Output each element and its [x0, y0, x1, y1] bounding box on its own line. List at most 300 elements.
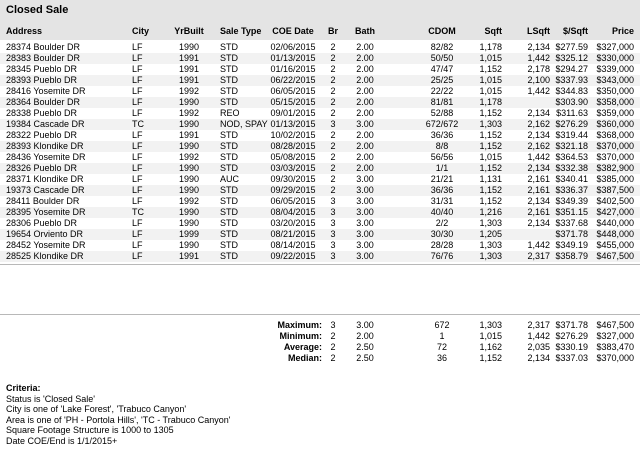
cell-cdom: 82/82 [430, 42, 454, 52]
cell-coe-date: 01/13/2015 [270, 119, 316, 129]
table-divider [0, 264, 640, 265]
cell-city: LF [132, 229, 143, 239]
cell-cdom: 2/2 [435, 218, 449, 228]
cell-price-per-sqft: $364.53 [555, 152, 588, 162]
cell-sqft: 1,015 [479, 86, 502, 96]
cell-saletype: STD [220, 64, 238, 74]
cell-br: 3 [330, 240, 336, 250]
table-row [0, 185, 640, 196]
cell-price: $327,000 [596, 42, 634, 52]
cell-price: $440,000 [596, 218, 634, 228]
cell-sqft: 1,131 [479, 174, 502, 184]
cell-city: TC [132, 207, 144, 217]
cell-cdom: 1/1 [435, 163, 449, 173]
cell-sqft: 1,152 [479, 196, 502, 206]
cell-lsqft: 2,161 [527, 174, 550, 184]
cell-city: LF [132, 251, 143, 261]
cell-price-per-sqft: $276.29 [555, 119, 588, 129]
cell-yrbuilt: 1990 [178, 42, 200, 52]
header-price: Price [611, 26, 634, 36]
cell-br: 2 [330, 42, 336, 52]
cell-bath: 3.00 [356, 240, 374, 250]
cell-yrbuilt: 1990 [178, 141, 200, 151]
cell-address: 28452 Yosemite DR [6, 240, 86, 250]
cell-price-per-sqft: $277.59 [555, 42, 588, 52]
cell-price-per-sqft: $358.79 [555, 251, 588, 261]
cell-city: LF [132, 163, 143, 173]
cell-bath: 3.00 [356, 119, 374, 129]
cell-address: 19373 Cascade DR [6, 185, 85, 195]
criteria-line: Square Footage Structure is 1000 to 1305 [6, 425, 174, 436]
stat-price-per-sqft: $371.78 [555, 320, 588, 330]
cell-yrbuilt: 1990 [178, 119, 200, 129]
cell-coe-date: 02/06/2015 [270, 42, 316, 52]
cell-saletype: STD [220, 229, 238, 239]
stat-bath: 3.00 [356, 320, 374, 330]
cell-bath: 3.00 [356, 196, 374, 206]
header-address: Address [6, 26, 43, 36]
cell-br: 2 [330, 130, 336, 140]
cell-sqft: 1,303 [479, 218, 502, 228]
criteria-line: Area is one of 'PH - Portola Hills', 'TC - Trabuco Canyon' [6, 414, 231, 425]
cell-address: 28306 Pueblo DR [6, 218, 78, 228]
cell-yrbuilt: 1991 [178, 53, 200, 63]
cell-saletype: STD [220, 152, 238, 162]
stat-br: 2 [330, 353, 336, 363]
header-br: Br [327, 26, 338, 36]
stat-price-per-sqft: $330.19 [555, 342, 588, 352]
cell-city: LF [132, 108, 143, 118]
cell-lsqft: 1,442 [527, 152, 550, 162]
cell-br: 3 [330, 229, 336, 239]
cell-price: $330,000 [596, 53, 634, 63]
cell-br: 2 [330, 97, 336, 107]
cell-price: $358,000 [596, 97, 634, 107]
cell-coe-date: 10/02/2015 [270, 130, 316, 140]
cell-saletype: AUC [220, 174, 240, 184]
cell-sqft: 1,015 [479, 53, 502, 63]
cell-address: 28322 Pueblo DR [6, 130, 78, 140]
cell-coe-date: 09/29/2015 [270, 185, 316, 195]
cell-address: 19654 Orviento DR [6, 229, 84, 239]
cell-coe-date: 08/28/2015 [270, 141, 316, 151]
cell-yrbuilt: 1991 [178, 64, 200, 74]
stat-sqft: 1,152 [479, 353, 502, 363]
stat-bath: 2.00 [356, 331, 374, 341]
stats-divider [0, 314, 640, 315]
cell-bath: 3.00 [356, 251, 374, 261]
cell-price-per-sqft: $337.93 [555, 75, 588, 85]
criteria-line: Status is 'Closed Sale' [6, 393, 95, 404]
cell-lsqft: 2,162 [527, 119, 550, 129]
cell-price: $387,500 [596, 185, 634, 195]
cell-bath: 2.00 [356, 141, 374, 151]
cell-sqft: 1,303 [479, 251, 502, 261]
cell-cdom: 22/22 [430, 86, 454, 96]
cell-price: $467,500 [596, 251, 634, 261]
table-row [0, 229, 640, 240]
cell-bath: 3.00 [356, 185, 374, 195]
header-city: City [132, 26, 150, 36]
cell-saletype: STD [220, 141, 238, 151]
cell-lsqft: 2,161 [527, 185, 550, 195]
header-yrbuilt: YrBuilt [174, 26, 204, 36]
cell-address: 28364 Boulder DR [6, 97, 81, 107]
cell-price-per-sqft: $332.38 [555, 163, 588, 173]
cell-price-per-sqft: $371.78 [555, 229, 588, 239]
stat-cdom: 72 [436, 342, 447, 352]
cell-coe-date: 01/13/2015 [270, 53, 316, 63]
cell-sqft: 1,178 [479, 42, 502, 52]
cell-address: 28393 Klondike DR [6, 141, 84, 151]
cell-br: 2 [330, 152, 336, 162]
cell-price: $370,000 [596, 152, 634, 162]
cell-address: 28416 Yosemite DR [6, 86, 86, 96]
cell-bath: 2.00 [356, 53, 374, 63]
criteria-line: City is one of 'Lake Forest', 'Trabuco Canyon' [6, 404, 187, 415]
cell-cdom: 672/672 [425, 119, 459, 129]
cell-price-per-sqft: $336.37 [555, 185, 588, 195]
cell-br: 2 [330, 141, 336, 151]
cell-br: 2 [330, 163, 336, 173]
cell-bath: 2.00 [356, 152, 374, 162]
criteria-title: Criteria: [6, 383, 41, 393]
cell-city: LF [132, 141, 143, 151]
stat-price-per-sqft: $276.29 [555, 331, 588, 341]
stat-row [0, 331, 640, 342]
stat-br: 2 [330, 331, 336, 341]
cell-br: 2 [330, 64, 336, 74]
cell-bath: 3.00 [356, 174, 374, 184]
cell-cdom: 25/25 [430, 75, 454, 85]
header-sqft: Sqft [484, 26, 502, 36]
cell-yrbuilt: 1990 [178, 163, 200, 173]
cell-br: 2 [330, 86, 336, 96]
cell-price-per-sqft: $294.27 [555, 64, 588, 74]
table-row [0, 130, 640, 141]
stat-bath: 2.50 [356, 342, 374, 352]
table-row [0, 207, 640, 218]
cell-yrbuilt: 1990 [178, 97, 200, 107]
cell-price: $370,000 [596, 141, 634, 151]
cell-city: LF [132, 97, 143, 107]
header-bath: Bath [355, 26, 375, 36]
cell-saletype: STD [220, 97, 238, 107]
cell-city: TC [132, 119, 144, 129]
cell-saletype: STD [220, 86, 238, 96]
cell-br: 2 [330, 53, 336, 63]
stat-br: 3 [330, 320, 336, 330]
cell-price: $427,000 [596, 207, 634, 217]
cell-sqft: 1,152 [479, 163, 502, 173]
stat-price: $467,500 [596, 320, 634, 330]
cell-address: 28411 Boulder DR [6, 196, 80, 206]
cell-address: 28436 Yosemite DR [6, 152, 86, 162]
cell-price-per-sqft: $321.18 [555, 141, 588, 151]
cell-price: $402,500 [596, 196, 634, 206]
stat-lsqft: 1,442 [527, 331, 550, 341]
cell-city: LF [132, 240, 143, 250]
stat-lsqft: 2,035 [527, 342, 550, 352]
cell-coe-date: 06/22/2015 [270, 75, 316, 85]
cell-saletype: STD [220, 53, 238, 63]
cell-coe-date: 01/16/2015 [270, 64, 316, 74]
table-row [0, 218, 640, 229]
cell-city: LF [132, 75, 143, 85]
cell-coe-date: 06/05/2015 [270, 196, 316, 206]
cell-bath: 2.00 [356, 97, 374, 107]
stat-label: Maximum: [277, 320, 322, 330]
cell-address: 19384 Cascade DR [6, 119, 85, 129]
table-row [0, 86, 640, 97]
cell-coe-date: 03/03/2015 [270, 163, 316, 173]
cell-cdom: 52/88 [430, 108, 454, 118]
cell-sqft: 1,152 [479, 130, 502, 140]
cell-saletype: STD [220, 218, 238, 228]
cell-city: LF [132, 218, 143, 228]
cell-saletype: STD [220, 240, 238, 250]
cell-sqft: 1,303 [479, 119, 502, 129]
stat-price: $370,000 [596, 353, 634, 363]
cell-city: LF [132, 196, 143, 206]
cell-city: LF [132, 174, 143, 184]
table-row [0, 251, 640, 262]
cell-price-per-sqft: $337.68 [555, 218, 588, 228]
cell-yrbuilt: 1990 [178, 218, 200, 228]
cell-coe-date: 08/21/2015 [270, 229, 316, 239]
cell-lsqft: 1,442 [527, 53, 550, 63]
table-row [0, 108, 640, 119]
cell-lsqft: 2,134 [527, 108, 550, 118]
cell-lsqft: 2,178 [527, 64, 550, 74]
cell-yrbuilt: 1990 [178, 207, 200, 217]
stat-sqft: 1,303 [479, 320, 502, 330]
cell-br: 3 [330, 196, 336, 206]
header-lsqft: LSqft [527, 26, 550, 36]
cell-br: 3 [330, 218, 336, 228]
cell-price: $359,000 [596, 108, 634, 118]
cell-price-per-sqft: $349.19 [555, 240, 588, 250]
cell-sqft: 1,178 [479, 97, 502, 107]
cell-lsqft: 2,134 [527, 42, 550, 52]
cell-yrbuilt: 1990 [178, 185, 200, 195]
cell-coe-date: 09/22/2015 [270, 251, 316, 261]
cell-cdom: 31/31 [430, 196, 454, 206]
cell-price: $360,000 [596, 119, 634, 129]
cell-address: 28371 Klondike DR [6, 174, 84, 184]
cell-lsqft: 2,100 [527, 75, 550, 85]
cell-yrbuilt: 1992 [178, 86, 200, 96]
cell-br: 3 [330, 207, 336, 217]
stat-row [0, 342, 640, 353]
cell-sqft: 1,015 [479, 152, 502, 162]
table-row [0, 163, 640, 174]
cell-cdom: 56/56 [430, 152, 454, 162]
cell-address: 28326 Pueblo DR [6, 163, 78, 173]
cell-price: $350,000 [596, 86, 634, 96]
cell-lsqft: 2,161 [527, 207, 550, 217]
cell-sqft: 1,152 [479, 64, 502, 74]
cell-bath: 2.00 [356, 42, 374, 52]
cell-address: 28374 Boulder DR [6, 42, 81, 52]
cell-cdom: 28/28 [430, 240, 454, 250]
cell-br: 2 [330, 185, 336, 195]
cell-lsqft: 1,442 [527, 86, 550, 96]
cell-cdom: 81/81 [430, 97, 454, 107]
cell-price: $368,000 [596, 130, 634, 140]
table-row [0, 174, 640, 185]
cell-bath: 2.00 [356, 108, 374, 118]
cell-coe-date: 08/04/2015 [270, 207, 316, 217]
cell-sqft: 1,216 [479, 207, 502, 217]
cell-br: 2 [330, 75, 336, 85]
cell-address: 28395 Yosemite DR [6, 207, 86, 217]
stat-price: $327,000 [596, 331, 634, 341]
cell-saletype: STD [220, 130, 238, 140]
cell-lsqft: 2,134 [527, 196, 550, 206]
cell-lsqft: 2,134 [527, 130, 550, 140]
cell-saletype: STD [220, 185, 238, 195]
stat-cdom: 36 [436, 353, 447, 363]
cell-sqft: 1,152 [479, 108, 502, 118]
cell-coe-date: 05/15/2015 [270, 97, 316, 107]
cell-sqft: 1,015 [479, 75, 502, 85]
cell-cdom: 8/8 [435, 141, 449, 151]
cell-city: LF [132, 64, 143, 74]
cell-price-per-sqft: $325.12 [555, 53, 588, 63]
cell-address: 28393 Pueblo DR [6, 75, 78, 85]
cell-yrbuilt: 1999 [178, 229, 200, 239]
cell-bath: 2.00 [356, 130, 374, 140]
table-row [0, 141, 640, 152]
stat-lsqft: 2,317 [527, 320, 550, 330]
table-row [0, 152, 640, 163]
cell-price-per-sqft: $303.90 [555, 97, 588, 107]
table-header [0, 22, 640, 40]
cell-city: LF [132, 185, 143, 195]
cell-bath: 2.00 [356, 86, 374, 96]
cell-price-per-sqft: $351.15 [555, 207, 588, 217]
cell-saletype: STD [220, 251, 238, 261]
cell-yrbuilt: 1990 [178, 174, 200, 184]
cell-bath: 3.00 [356, 229, 374, 239]
cell-bath: 2.00 [356, 163, 374, 173]
stat-cdom: 672 [434, 320, 450, 330]
header-cdom: CDOM [428, 26, 456, 36]
cell-address: 28525 Klondike DR [6, 251, 84, 261]
table-row [0, 53, 640, 64]
cell-coe-date: 05/08/2015 [270, 152, 316, 162]
stat-lsqft: 2,134 [527, 353, 550, 363]
table-row [0, 119, 640, 130]
header-price-per-sqft: $/Sqft [562, 26, 588, 36]
cell-br: 3 [330, 119, 336, 129]
stat-row [0, 353, 640, 364]
cell-br: 3 [330, 251, 336, 261]
cell-yrbuilt: 1992 [178, 108, 200, 118]
cell-price-per-sqft: $340.41 [555, 174, 588, 184]
cell-bath: 3.00 [356, 218, 374, 228]
cell-cdom: 76/76 [430, 251, 454, 261]
stat-price: $383,470 [596, 342, 634, 352]
cell-saletype: STD [220, 163, 238, 173]
cell-saletype: STD [220, 75, 238, 85]
cell-price: $382,900 [596, 163, 634, 173]
cell-yrbuilt: 1992 [178, 196, 200, 206]
cell-price: $385,000 [596, 174, 634, 184]
cell-price-per-sqft: $349.39 [555, 196, 588, 206]
cell-cdom: 40/40 [430, 207, 454, 217]
report-title: Closed Sale [6, 4, 69, 16]
cell-br: 2 [330, 108, 336, 118]
cell-coe-date: 06/05/2015 [270, 86, 316, 96]
cell-price: $448,000 [596, 229, 634, 239]
stat-label: Average: [283, 342, 322, 352]
stat-sqft: 1,162 [479, 342, 502, 352]
cell-coe-date: 03/20/2015 [270, 218, 316, 228]
header-coe-date: COE Date [272, 26, 314, 36]
cell-price-per-sqft: $311.63 [556, 108, 588, 118]
criteria-line: Date COE/End is 1/1/2015+ [6, 435, 118, 446]
cell-lsqft: 2,134 [527, 218, 550, 228]
stat-price-per-sqft: $337.03 [555, 353, 588, 363]
cell-city: LF [132, 86, 143, 96]
cell-yrbuilt: 1991 [178, 251, 200, 261]
cell-yrbuilt: 1991 [178, 130, 200, 140]
stat-row [0, 320, 640, 331]
cell-coe-date: 08/14/2015 [270, 240, 316, 250]
cell-saletype: STD [220, 42, 238, 52]
cell-address: 28383 Boulder DR [6, 53, 81, 63]
cell-saletype: STD [220, 196, 238, 206]
cell-city: LF [132, 152, 143, 162]
cell-bath: 2.00 [356, 64, 374, 74]
cell-price: $455,000 [596, 240, 634, 250]
cell-cdom: 36/36 [430, 185, 454, 195]
table-row [0, 240, 640, 251]
cell-coe-date: 09/01/2015 [270, 108, 316, 118]
cell-lsqft: 2,134 [527, 163, 550, 173]
report-title-bar [0, 0, 640, 23]
cell-yrbuilt: 1992 [178, 152, 200, 162]
table-row [0, 42, 640, 53]
cell-lsqft: 1,442 [527, 240, 550, 250]
cell-saletype: STD [220, 207, 238, 217]
cell-lsqft: 2,162 [527, 141, 550, 151]
cell-cdom: 47/47 [430, 64, 454, 74]
cell-lsqft: 2,317 [527, 251, 550, 261]
cell-cdom: 36/36 [430, 130, 454, 140]
stat-cdom: 1 [439, 331, 445, 341]
stat-sqft: 1,015 [479, 331, 502, 341]
table-row [0, 75, 640, 86]
stat-label: Median: [287, 353, 322, 363]
cell-city: LF [132, 130, 143, 140]
stat-label: Minimum: [279, 331, 322, 341]
cell-saletype: REO [220, 108, 240, 118]
cell-coe-date: 09/30/2015 [270, 174, 316, 184]
stat-br: 2 [330, 342, 336, 352]
cell-address: 28345 Pueblo DR [6, 64, 78, 74]
stat-bath: 2.50 [356, 353, 374, 363]
cell-address: 28338 Pueblo DR [6, 108, 78, 118]
cell-yrbuilt: 1990 [178, 240, 200, 250]
cell-bath: 2.00 [356, 75, 374, 85]
cell-sqft: 1,205 [479, 229, 502, 239]
cell-city: LF [132, 42, 143, 52]
cell-cdom: 21/21 [430, 174, 454, 184]
cell-bath: 3.00 [356, 207, 374, 217]
